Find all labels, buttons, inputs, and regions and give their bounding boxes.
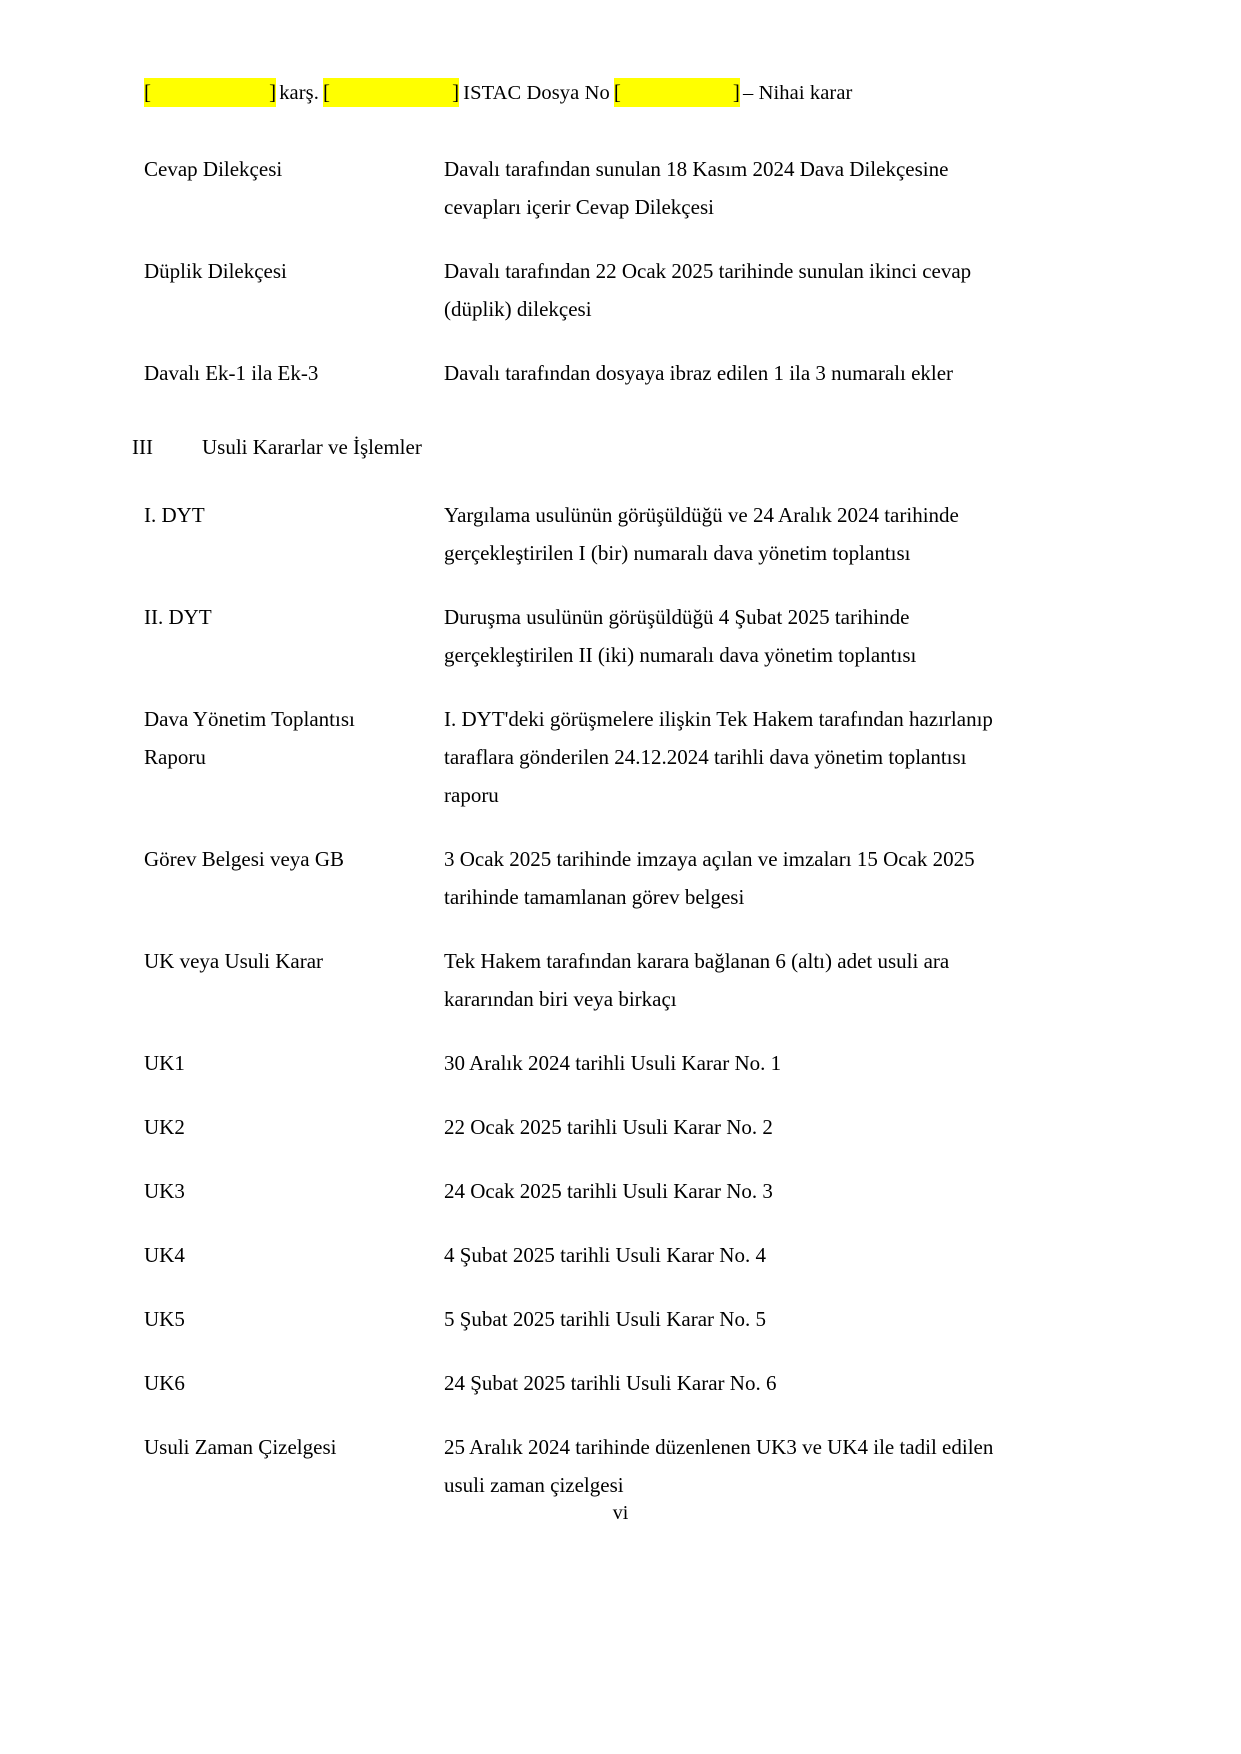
definition-row — [144, 598, 1104, 674]
term-line: UK6 — [144, 1371, 185, 1395]
definition-term — [144, 1044, 444, 1082]
section-title: Usuli Kararlar ve İşlemler — [202, 435, 422, 459]
definition-term — [144, 1364, 444, 1402]
definition-description — [444, 496, 1104, 572]
definition-term — [144, 1108, 444, 1146]
definition-term — [144, 252, 444, 290]
bracket-open: [ — [144, 80, 152, 104]
definition-row — [144, 1044, 1104, 1082]
redaction-respondent — [323, 78, 459, 107]
description-line: Davalı tarafından sunulan 18 Kasım 2024 Dava Dilekçesine — [444, 157, 949, 181]
bracket-close: ] — [452, 80, 460, 104]
description-line: I. DYT'deki görüşmelere ilişkin Tek Hakem tarafından hazırlanıp — [444, 707, 993, 731]
term-line: UK1 — [144, 1051, 185, 1075]
definition-row — [144, 1300, 1104, 1338]
term-line: I. DYT — [144, 503, 205, 527]
term-line: UK4 — [144, 1243, 185, 1267]
description-line: kararından biri veya birkaçı — [444, 987, 677, 1011]
definition-term — [144, 1428, 444, 1466]
term-line: UK3 — [144, 1179, 185, 1203]
bracket-close: ] — [732, 80, 741, 104]
definition-description — [444, 150, 1104, 226]
definition-term — [144, 150, 444, 188]
definition-description — [444, 1300, 1104, 1338]
definition-row — [144, 942, 1104, 1018]
definitions-group-after-heading — [144, 496, 1104, 1504]
definition-row — [144, 1364, 1104, 1402]
definition-description — [444, 1172, 1104, 1210]
running-header — [144, 78, 1104, 107]
definition-description — [444, 700, 1104, 814]
definition-term — [144, 1300, 444, 1338]
term-line: UK5 — [144, 1307, 185, 1331]
description-line: Duruşma usulünün görüşüldüğü 4 Şubat 2025 tarihinde — [444, 605, 910, 629]
description-line: Yargılama usulünün görüşüldüğü ve 24 Aralık 2024 tarihinde — [444, 503, 959, 527]
term-line: Görev Belgesi veya GB — [144, 847, 345, 871]
definition-term — [144, 496, 444, 534]
description-line: gerçekleştirilen I (bir) numaralı dava yönetim toplantısı — [444, 541, 911, 565]
bracket-close: ] — [269, 80, 277, 104]
description-line: Davalı tarafından 22 Ocak 2025 tarihinde sunulan ikinci cevap — [444, 259, 972, 283]
definition-description — [444, 1108, 1104, 1146]
definition-row — [144, 1172, 1104, 1210]
definition-description — [444, 840, 1104, 916]
header-case-number-label: ISTAC Dosya No — [463, 82, 610, 104]
description-line: gerçekleştirilen II (iki) numaralı dava yönetim toplantısı — [444, 643, 917, 667]
description-line: 4 Şubat 2025 tarihli Usuli Karar No. 4 — [444, 1243, 766, 1267]
term-line: Düplik Dilekçesi — [144, 259, 287, 283]
definition-description — [444, 598, 1104, 674]
description-line: 22 Ocak 2025 tarihli Usuli Karar No. 2 — [444, 1115, 773, 1139]
definition-row — [144, 700, 1104, 814]
definition-description — [444, 1428, 1104, 1504]
definition-row — [144, 840, 1104, 916]
definition-term — [144, 1172, 444, 1210]
term-line: UK veya Usuli Karar — [144, 949, 324, 973]
term-line: Dava Yönetim Toplantısı — [144, 707, 355, 731]
definition-description — [444, 1236, 1104, 1274]
description-line: raporu — [444, 783, 499, 807]
term-line: UK2 — [144, 1115, 185, 1139]
header-award-type: – Nihai karar — [743, 82, 853, 104]
definition-row — [144, 1108, 1104, 1146]
description-line: 30 Aralık 2024 tarihli Usuli Karar No. 1 — [444, 1051, 782, 1075]
term-line: Raporu — [144, 745, 206, 769]
definition-term — [144, 700, 444, 776]
definition-term — [144, 598, 444, 636]
section-number: III — [132, 435, 153, 459]
definition-term — [144, 1236, 444, 1274]
definitions-group-before-heading — [144, 150, 1104, 392]
description-line: usuli zaman çizelgesi — [444, 1473, 624, 1497]
definition-description — [444, 252, 1104, 328]
redaction-case-number — [614, 78, 740, 107]
definition-description — [444, 1364, 1104, 1402]
definition-description — [444, 942, 1104, 1018]
definition-row — [144, 496, 1104, 572]
description-line: cevapları içerir Cevap Dilekçesi — [444, 195, 714, 219]
page-footer — [0, 1500, 1241, 1526]
term-line: Davalı Ek-1 ila Ek-3 — [144, 361, 319, 385]
description-line: 3 Ocak 2025 tarihinde imzaya açılan ve imzaları 15 Ocak 2025 — [444, 847, 975, 871]
section-heading — [132, 428, 1104, 466]
definition-description — [444, 1044, 1104, 1082]
description-line: (düplik) dilekçesi — [444, 297, 592, 321]
page-number: vi — [612, 1502, 629, 1524]
definition-row — [144, 354, 1104, 392]
header-separator-vs: karş. — [279, 82, 319, 104]
description-line: 24 Ocak 2025 tarihli Usuli Karar No. 3 — [444, 1179, 773, 1203]
term-line: II. DYT — [144, 605, 212, 629]
term-line: Cevap Dilekçesi — [144, 157, 283, 181]
bracket-open: [ — [613, 80, 621, 104]
description-line: 24 Şubat 2025 tarihli Usuli Karar No. 6 — [444, 1371, 777, 1395]
description-line: 5 Şubat 2025 tarihli Usuli Karar No. 5 — [444, 1307, 766, 1331]
description-line: 25 Aralık 2024 tarihinde düzenlenen UK3 ve UK4 ile tadil edilen — [444, 1435, 994, 1459]
definitions-list — [132, 150, 1104, 1530]
description-line: Tek Hakem tarafından karara bağlanan 6 (altı) adet usuli ara — [444, 949, 950, 973]
definition-description — [444, 354, 1104, 392]
description-line: Davalı tarafından dosyaya ibraz edilen 1 ila 3 numaralı ekler — [444, 361, 954, 385]
description-line: tarihinde tamamlanan görev belgesi — [444, 885, 745, 909]
definition-term — [144, 942, 444, 980]
definition-row — [144, 1428, 1104, 1504]
definition-row — [144, 1236, 1104, 1274]
redaction-claimant — [144, 78, 276, 107]
bracket-open: [ — [322, 80, 331, 104]
term-line: Usuli Zaman Çizelgesi — [144, 1435, 337, 1459]
definition-term — [144, 354, 444, 392]
definition-term — [144, 840, 444, 878]
description-line: taraflara gönderilen 24.12.2024 tarihli dava yönetim toplantısı — [444, 745, 967, 769]
definition-row — [144, 150, 1104, 226]
definition-row — [144, 252, 1104, 328]
